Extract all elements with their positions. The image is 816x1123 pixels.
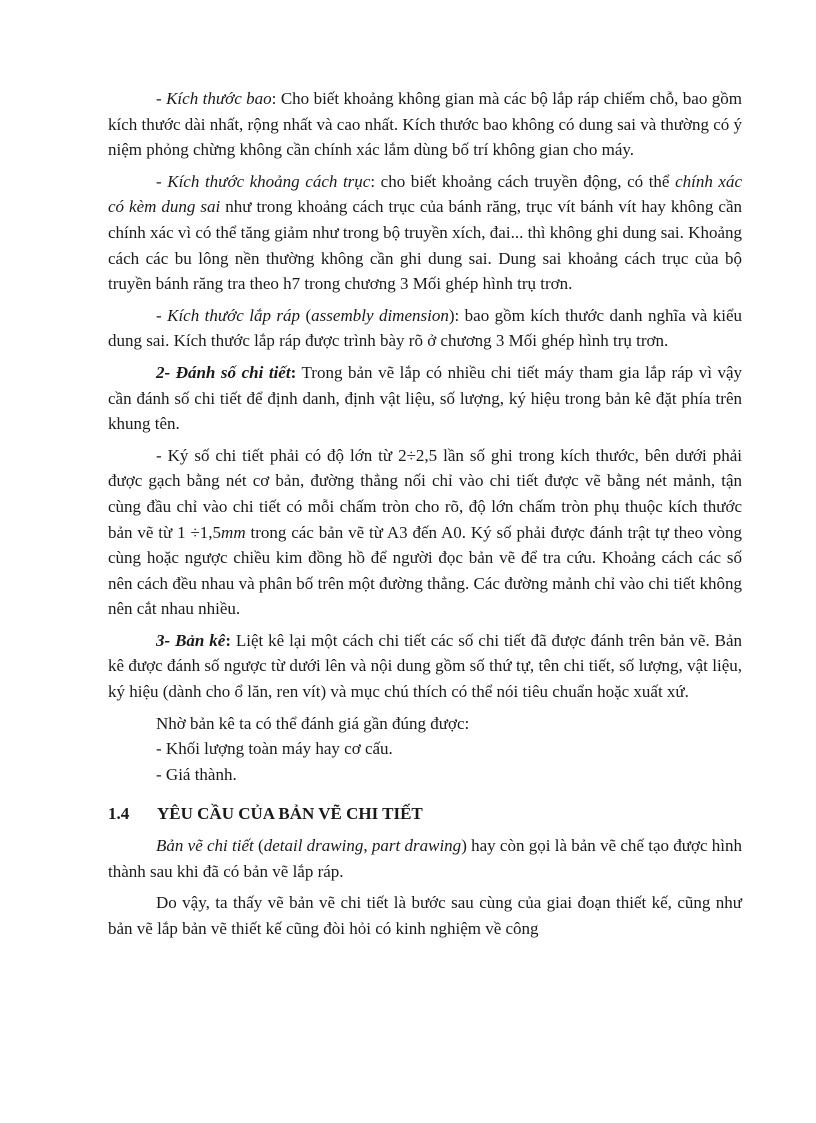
heading-parts-list: 3- Bản kê — [156, 630, 226, 650]
paragraph-text: - Ký số chi tiết phải có độ lớn từ 2÷2,5 lần số ghi trong kích thước, bên dưới phải được gạch bằng nét cơ bản, đường thẳng nối chỉ vào chi tiết được vẽ bằng nét mảnh, tận cùng đầu chỉ vào chi tiết có mỗi chấm tròn cho rõ, độ lớn chấm tròn phụ thuộc kích thước bản vẽ từ 1 ÷1,5 — [108, 445, 742, 542]
term-part-drawing: part drawing — [371, 836, 462, 856]
paragraph-text: ( — [253, 836, 264, 856]
section-heading — [108, 801, 742, 827]
dash: - — [156, 305, 168, 325]
list-item-price — [108, 762, 742, 788]
term-precise-tolerance: chính xác có kèm dung sai — [108, 171, 743, 217]
paragraph-detail-drawing — [108, 833, 742, 884]
section-title: YÊU CẦU CỦA BẢN VẼ CHI TIẾT — [157, 804, 423, 824]
paragraph-text: , — [363, 836, 372, 856]
dash: - — [156, 89, 167, 108]
paragraph-number-size — [108, 443, 742, 622]
term-assembly-size: Kích thước lắp ráp — [167, 305, 301, 325]
term-detail-drawing: detail drawing — [263, 836, 364, 856]
heading-colon: : — [225, 630, 231, 650]
paragraph-text: trong các bản vẽ từ A3 đến A0. Ký số phải được đánh trật tự theo vòng cùng hoặc ngược chiều kim đồng hồ để người đọc bản vẽ để tra cứu. Khoảng cách các số nên cách đều nhau và phân bố trên một đường thẳng. Các đường mảnh chỉ vào chi tiết không nên cắt nhau nhiều. — [108, 522, 743, 619]
term-bounding-size: Kích thước bao — [166, 89, 272, 108]
paragraph-bounding-size — [108, 86, 742, 163]
paragraph-parts-list — [108, 628, 742, 705]
paragraph-text: : Cho biết khoảng không gian mà các bộ lắp ráp chiếm chỗ, bao gồm kích thước dài nhất, rộng nhất và cao nhất. Kích thước bao không có dung sai và thường có ý niệm phỏng chừng không cần chính xác lắm dùng bố trí không gian cho máy. — [108, 89, 742, 160]
document-page — [108, 86, 742, 947]
paragraph-text: như trong khoảng cách trục của bánh răng, trục vít bánh vít hay không cần chính xác vì có thể tăng giảm như trong bộ truyền xích, đai... thì không ghi dung sai. Khoảng cách các bu lông nền thường không cần ghi dung sai. Dung sai khoảng cách trục của bộ truyền bánh răng tra theo h7 trong chương 3 Mối ghép hình trụ trơn. — [108, 197, 742, 294]
paragraph-text: ): bao gồm kích thước danh nghĩa và kiểu dung sai. Kích thước lắp ráp được trình bày rõ ở chương 3 Mối ghép hình trụ trơn. — [108, 305, 742, 351]
paragraph-text: ( — [300, 305, 312, 325]
term-assembly-dimension: assembly dimension — [311, 305, 449, 325]
paragraph-text: - Giá thành. — [156, 764, 237, 784]
paragraph-assembly-size — [108, 303, 742, 354]
paragraph-estimate-intro — [108, 711, 742, 737]
paragraph-text: : cho biết khoảng cách truyền động, có thể — [370, 171, 676, 191]
paragraph-text: Do vậy, ta thấy vẽ bản vẽ chi tiết là bước sau cùng của giai đoạn thiết kế, cũng như bản vẽ lắp bản vẽ thiết kế cũng đòi hỏi có kinh nghiệm về công — [108, 893, 742, 938]
paragraph-text: Trong bản vẽ lắp có nhiều chi tiết máy tham gia lắp ráp vì vậy cần đánh số chi tiết để định danh, định vật liệu, số lượng, ký hiệu trong bản kê đặt phía trên khung tên. — [108, 362, 743, 434]
list-item-mass — [108, 736, 742, 762]
paragraph-part-numbering — [108, 360, 742, 437]
paragraph-text: ) hay còn gọi là bản vẽ chế tạo được hình thành sau khi đã có bản vẽ lắp ráp. — [108, 836, 743, 881]
paragraph-final-step — [108, 890, 742, 941]
unit-mm: mm — [221, 522, 246, 542]
paragraph-text: - Khối lượng toàn máy hay cơ cấu. — [156, 739, 393, 759]
heading-colon: : — [290, 362, 297, 382]
paragraph-text: Liệt kê lại một cách chi tiết các số chi tiết đã được đánh trên bản vẽ. Bản kê được đánh số ngược từ dưới lên và nội dung gồm số thứ tự, tên chi tiết, số lượng, vật liệu, ký hiệu (dành cho ổ lăn, ren vít) và mục chú thích có thể nói tiêu chuẩn hoặc xuất xứ. — [108, 630, 742, 702]
term-detail-drawing-vi: Bản vẽ chi tiết — [156, 836, 254, 856]
term-axis-distance: Kích thước khoảng cách trục — [167, 171, 371, 191]
heading-part-numbering: 2- Đánh số chi tiết — [156, 362, 291, 382]
section-number: 1.4 — [108, 804, 130, 824]
dash: - — [156, 171, 168, 191]
paragraph-text: Nhờ bản kê ta có thể đánh giá gần đúng được: — [156, 713, 470, 733]
paragraph-axis-distance — [108, 169, 742, 297]
